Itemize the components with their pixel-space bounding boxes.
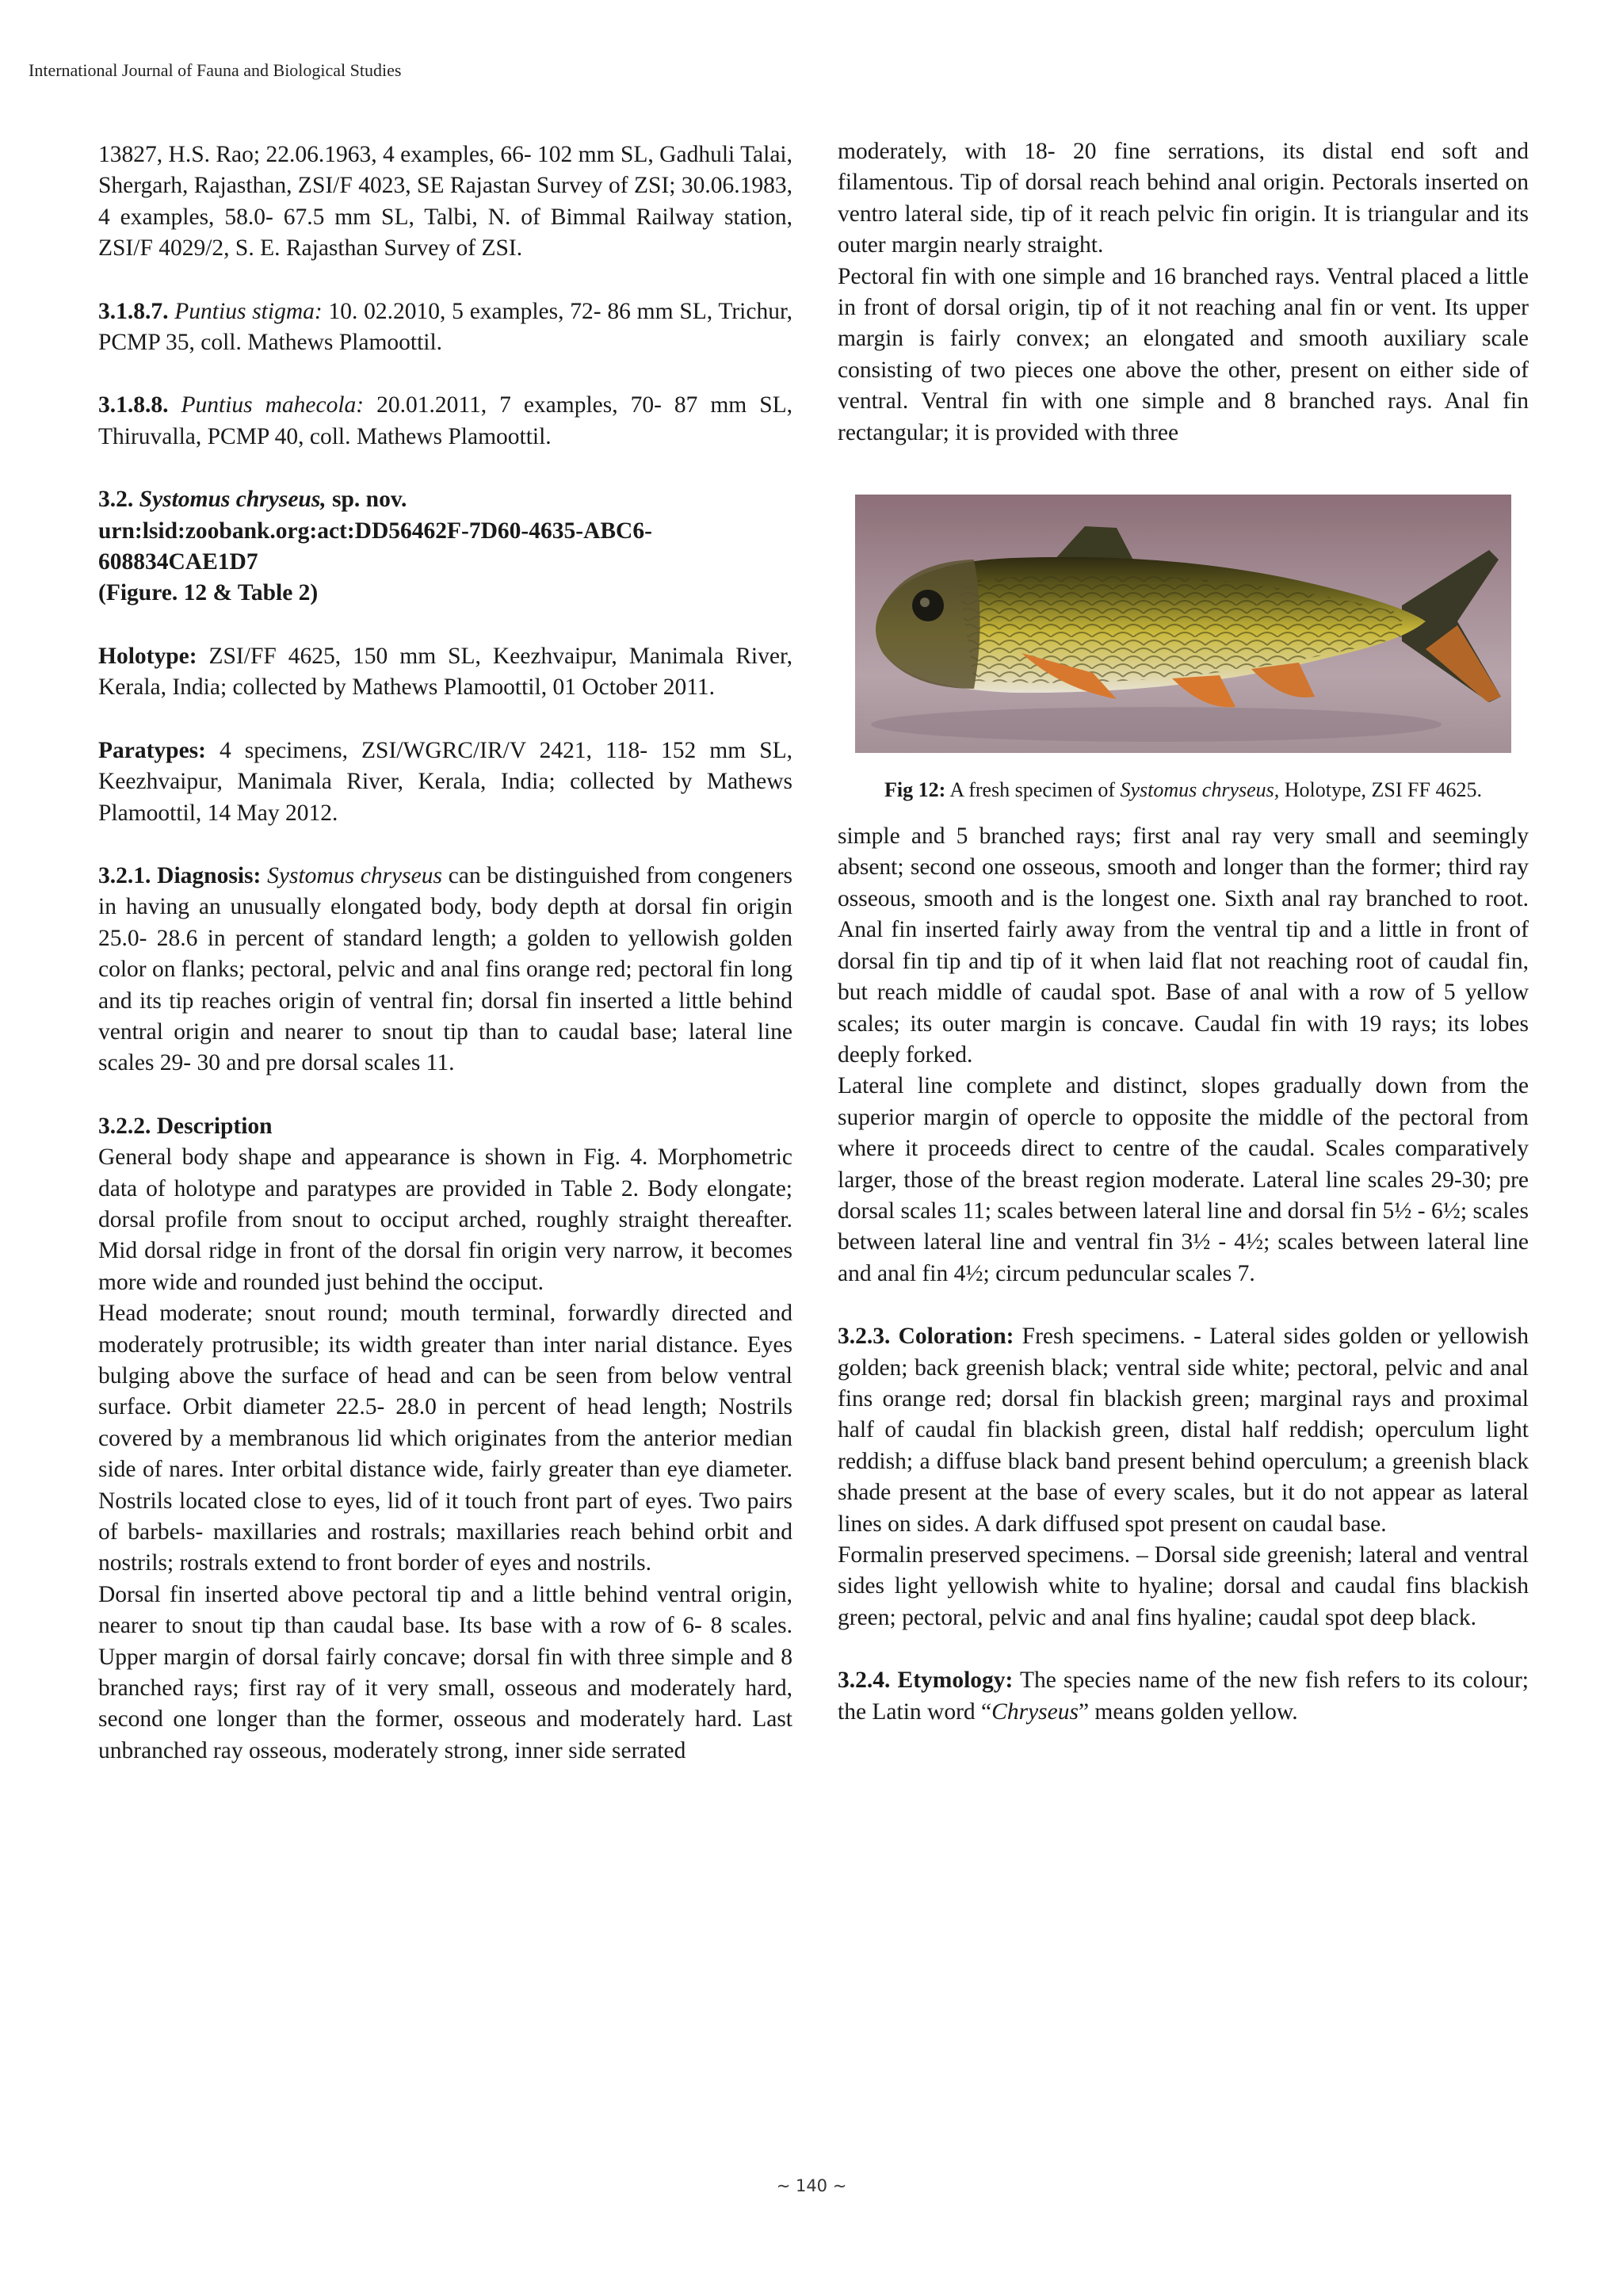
coloration-label: 3.2.3. Coloration: (838, 1324, 1014, 1350)
running-head: International Journal of Fauna and Biological Studies (29, 60, 402, 80)
section-3-1-8-7 (98, 296, 792, 359)
diagnosis-paragraph (98, 861, 792, 1079)
caption-text: A fresh specimen of (945, 778, 1121, 802)
diagnosis-text: can be distinguished from congeners in having an unusually elongated body, body depth at dorsal fin origin 25.0- 28.6 in percent of standard length; a golden to yellowish golden color on flanks; pectoral, pelvic and anal fins orange red; pectoral fin long and its tip reaches origin of ventral fin; dorsal fin inserted a little behind ventral origin and nearer to snout tip than to caudal base; lateral line scales 29- 30 and pre dorsal scales 11. (98, 862, 793, 1076)
section-number: 3.2. (98, 487, 139, 513)
coloration-paragraph (838, 1321, 1529, 1540)
latin-word: Chryseus (991, 1698, 1079, 1725)
sp-nov: sp. nov. (326, 487, 407, 513)
species-name: Puntius stigma: (174, 298, 323, 324)
etymology-paragraph (838, 1665, 1529, 1728)
fish-illustration (855, 495, 1511, 753)
fish-photo (855, 495, 1511, 753)
etymology-text-end: ” means golden yellow. (1078, 1698, 1298, 1725)
paragraph-material-13827: 13827, H.S. Rao; 22.06.1963, 4 examples, 66- 102 mm SL, Gadhuli Talai, Shergarh, Rajasthan, ZSI/F 4023, SE Rajastan Survey of ZSI; 30.06.1983, 4 examples, 58.0- 67.5 mm SL, Talbi, N. of Bimmal Railway station, ZSI/F 4029/2, S. E. Rajasthan Survey of ZSI. (98, 142, 792, 262)
paratypes-paragraph (98, 735, 792, 829)
coloration-text: Fresh specimens. - Lateral sides golden or yellowish golden; back greenish black; ventral side white; pectoral, pelvic and anal fins orange red; dorsal fin blackish green; marginal rays and proximal half of caudal fin blackish green, distal half reddish; operculum light reddish; a diffuse black band present behind operculum; a greenish black shade present at the base of every scales, but it do not appear as lateral lines on sides. A dark diffused spot present on caudal base. (838, 1324, 1529, 1537)
holotype-paragraph (98, 641, 792, 704)
species-name: Systomus chryseus (267, 862, 442, 888)
species-name: Systomus chryseus, (139, 487, 327, 513)
holotype-text: ZSI/FF 4625, 150 mm SL, Keezhvaipur, Manimala River, Kerala, India; collected by Mathews Plamoottil, 01 October 2011. (98, 643, 792, 701)
right-paragraph-4: Lateral line complete and distinct, slopes gradually down from the superior margin of opercle to opposite the middle of the pectoral from where it proceeds direct to centre of the caudal. Scales comparatively larger, those of the breast region moderate. Lateral line scales 29-30; pre dorsal scales 11; scales between lateral line and dorsal fin 5½ - 6½; scales between lateral line and ventral fin 3½ - 4½; scales between lateral line and anal fin 4½; circum peduncular scales 7. (838, 1073, 1529, 1286)
section-3-2-heading (98, 484, 792, 609)
right-column (838, 136, 1529, 1728)
holotype-label: Holotype: (98, 643, 197, 669)
figure-label: Fig 12: (884, 778, 946, 802)
figure-12 (838, 495, 1529, 804)
right-paragraph-3: simple and 5 branched rays; first anal ray very small and seemingly absent; second one osseous, smooth and longer than the former; third ray osseous, smooth and is the longest one. Sixth anal ray branched to root. Anal fin inserted fairly away from the ventral tip and a little in front of dorsal fin tip and tip of it when laid flat not reaching root of caudal fin, but reach middle of caudal spot. Base of anal with a row of 5 yellow scales; its outer margin is concave. Caudal fin with 19 rays; its lobes deeply forked. (838, 823, 1529, 1068)
etymology-text: The species name of the new fish refers to its colour; the Latin word “ (838, 1668, 1529, 1725)
section-3-1-8-8 (98, 390, 792, 453)
right-paragraph-2: Pectoral fin with one simple and 16 branched rays. Ventral placed a little in front of dorsal origin, tip of it not reaching anal fin or vent. Its upper margin is fairly convex; an elongated and smooth auxiliary scale consisting of two pieces one above the other, present on either side of ventral. Ventral fin with one simple and 8 branched rays. Anal fin rectangular; it is provided with three (838, 263, 1529, 445)
description-paragraph-3: Dorsal fin inserted above pectoral tip and a little behind ventral origin, nearer to snout tip than caudal base. Its base with a row of 6- 8 scales. Upper margin of dorsal fairly concave; dorsal fin with three simple and 8 branched rays; first ray of it very small, osseous and moderately hard, second one longer than the former, osseous and moderately hard. Last unbranched ray osseous, moderately strong, inner side serrated (98, 1581, 792, 1763)
formalin-paragraph: Formalin preserved specimens. – Dorsal side greenish; lateral and ventral sides light yellowish white to hyaline; dorsal and caudal fins blackish green; pectoral, pelvic and anal fins hyaline; caudal spot deep black. (838, 1542, 1529, 1630)
zoobank-lsid: urn:lsid:zoobank.org:act:DD56462F-7D60-4635-ABC6-608834CAE1D7 (98, 518, 652, 575)
description-heading: 3.2.2. Description (98, 1113, 273, 1139)
species-name: Puntius mahecola: (181, 392, 365, 418)
section-text: 10. 02.2010, 5 examples, 72- 86 mm SL, Trichur, PCMP 35, coll. Mathews Plamoottil. (98, 298, 792, 356)
paratypes-label: Paratypes: (98, 737, 206, 763)
paratypes-text: 4 specimens, ZSI/WGRC/IR/V 2421, 118- 152 mm SL, Keezhvaipur, Manimala River, Kerala, India; collected by Mathews Plamoottil, 14 May 2012. (98, 737, 792, 826)
section-number: 3.1.8.7. (98, 298, 169, 324)
figure-caption (838, 777, 1529, 804)
description-paragraph-1: General body shape and appearance is shown in Fig. 4. Morphometric data of holotype and paratypes are provided in Table 2. Body elongate; dorsal profile from snout to occiput arched, roughly straight thereafter. Mid dorsal ridge in front of the dorsal fin origin very narrow, it becomes more wide and rounded just behind the occiput. (98, 1144, 792, 1295)
etymology-label: 3.2.4. Etymology: (838, 1668, 1014, 1694)
section-text: 20.01.2011, 7 examples, 70- 87 mm SL, Thiruvalla, PCMP 40, coll. Mathews Plamoottil. (98, 392, 793, 449)
species-name: Systomus chryseus, (1120, 778, 1280, 802)
right-paragraph-1: moderately, with 18- 20 fine serrations, its distal end soft and filamentous. Tip of dorsal reach behind anal origin. Pectorals inserted on ventro lateral side, tip of it reach pelvic fin origin. It is triangular and its outer margin nearly straight. (838, 139, 1529, 258)
caption-rest: Holotype, ZSI FF 4625. (1279, 778, 1482, 802)
diagnosis-label: 3.2.1. Diagnosis: (98, 862, 262, 888)
species-title (98, 484, 792, 515)
page-number: ~ 140 ~ (776, 2176, 847, 2195)
figure-table-reference: (Figure. 12 & Table 2) (98, 580, 319, 606)
left-column (98, 139, 792, 1767)
description-paragraph-2: Head moderate; snout round; mouth terminal, forwardly directed and moderately protrusible; its width greater than inter narial distance. Eyes bulging above the surface of head and can be seen from below ventral surface. Orbit diameter 22.5- 28.0 in percent of head length; Nostrils covered by a membranous lid which originates from the anterior median side of nares. Inter orbital distance wide, fairly greater than eye diameter. Nostrils located close to eyes, lid of it touch front part of eyes. Two pairs of barbels- maxillaries and rostrals; maxillaries reach behind orbit and nostrils; rostrals extend to front border of eyes and nostrils. (98, 1301, 792, 1576)
section-number: 3.1.8.8. (98, 392, 169, 418)
